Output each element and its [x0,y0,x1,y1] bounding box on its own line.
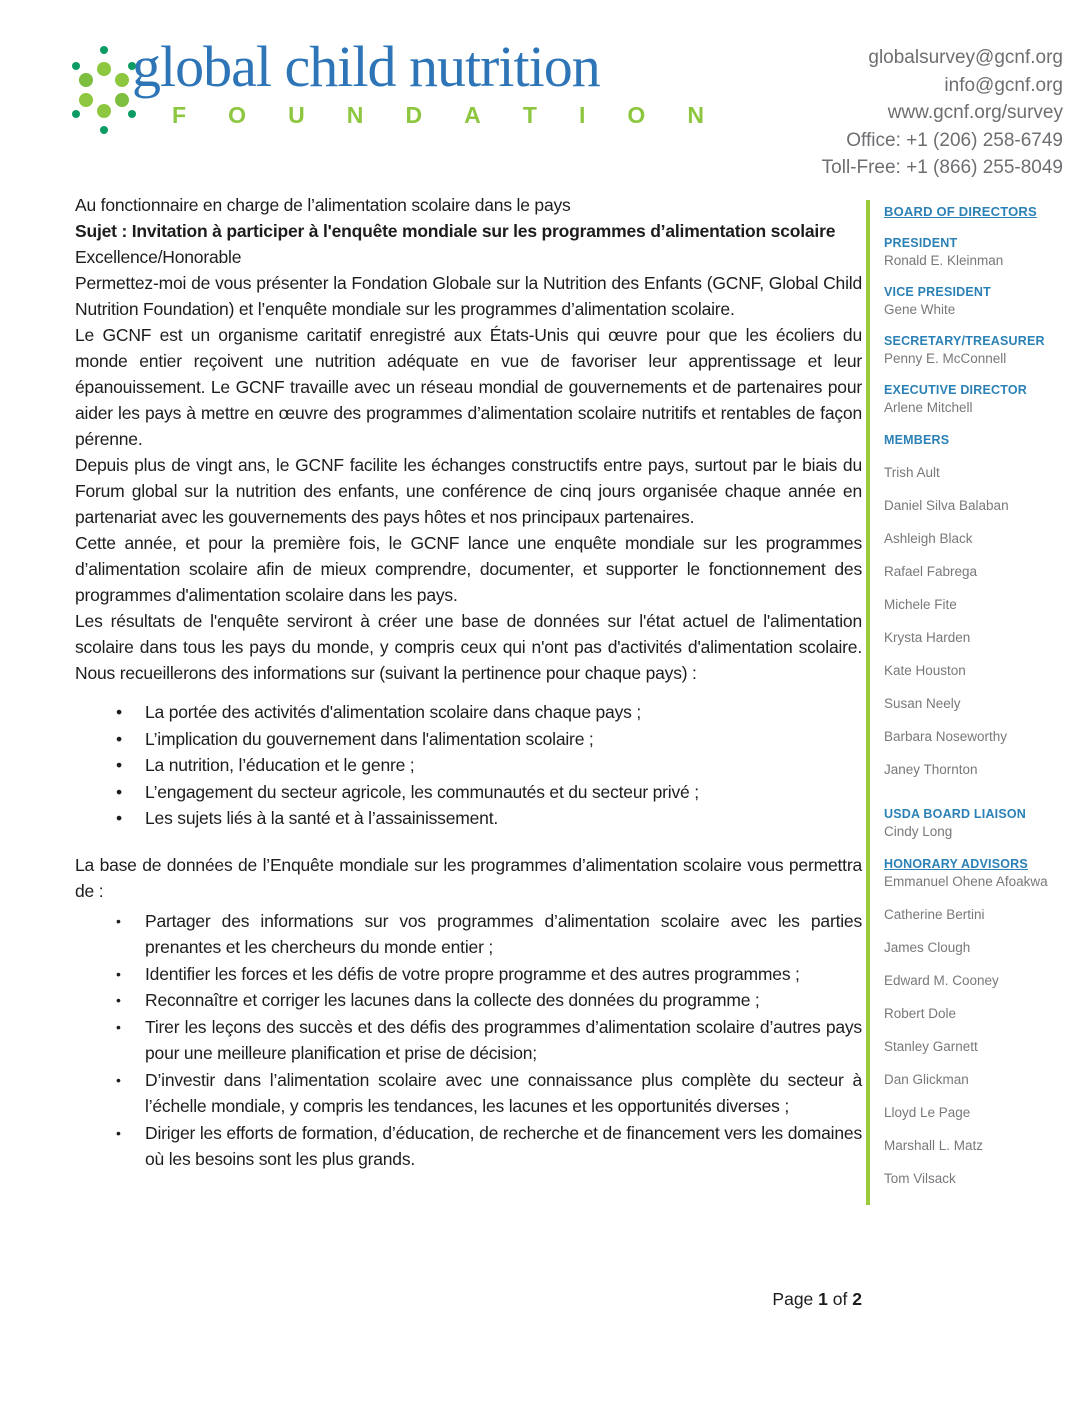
role-name: Penny E. McConnell [884,351,1007,366]
role-vice-president [884,284,1070,318]
honorary-advisor: Marshall L. Matz [884,1138,984,1153]
list-item: • Identifier les forces et les défis de votre propre programme et des autres programmes ; [75,961,862,988]
database-benefits-list [75,908,862,1173]
list-item: • Reconnaître et corriger les lacunes dans la collecte des données du programme ; [75,987,862,1014]
list-item: • D’investir dans l’alimentation scolaire avec une connaissance plus complète du secteur à l’échelle mondiale, y compris les tendances, les lacunes et les opportunités diverses ; [75,1067,862,1120]
honorary-advisor: Catherine Bertini [884,907,985,922]
database-intro: La base de données de l’Enquête mondiale sur les programmes d’alimentation scolaire vous permettra de : [75,854,862,901]
role-president [884,235,1070,269]
honorary-advisor: Edward M. Cooney [884,973,999,988]
members-title: MEMBERS [884,433,950,447]
role-name: Ronald E. Kleinman [884,253,1004,268]
board-of-directors-title: BOARD OF DIRECTORS [884,204,1037,219]
contact-office-phone: Office: +1 (206) 258-6749 [846,129,1063,151]
honorary-advisor: Lloyd Le Page [884,1105,971,1120]
list-item: • Diriger les efforts de formation, d’éducation, de recherche et de financement vers les domaines où les besoins sont les plus grands. [75,1120,862,1173]
logo-title: global child nutrition [132,34,600,99]
contact-email-survey: globalsurvey@gcnf.org [868,47,1063,68]
board-sidebar [866,200,1070,1205]
role-executive-director [884,382,1070,416]
usda-liaison-name: Cindy Long [884,824,953,839]
contact-block [822,44,1063,182]
page-current: 1 [818,1289,828,1309]
member: Janey Thornton [884,762,978,777]
honorary-advisor: Emmanuel Ohene Afoakwa [884,874,1048,889]
honorary-advisors-title: HONORARY ADVISORS [884,857,1028,871]
list-item: • L’engagement du secteur agricole, les communautés et du secteur privé ; [75,779,862,806]
contact-website: www.gcnf.org/survey [887,102,1063,123]
usda-board-liaison-title: USDA BOARD LIAISON [884,807,1027,821]
survey-topics-list [75,699,862,832]
member: Trish Ault [884,465,940,480]
list-item: • Partager des informations sur vos programmes d’alimentation scolaire avec les parties prenantes et les chercheurs du monde entier ; [75,908,862,961]
page-total: 2 [852,1289,862,1309]
paragraph: Les résultats de l'enquête serviront à créer une base de données sur l'état actuel de l'alimentation scolaire dans tous les pays du monde, y compris ceux qui n'ont pas d'activités d'alimentation scolaire. Nous recueillerons des informations sur (suivant la pertinence pour chaque pays) : [75,611,862,683]
paragraph: Le GCNF est un organisme caritatif enregistré aux États-Unis qui œuvre pour que les écoliers du monde entier reçoivent une nutrition adéquate en vue de favoriser leur apprentissage et leur épanouissement. Le GCNF travaille avec un réseau mondial de gouvernements et de partenaires pour aider les pays à mettre en œuvre des programmes d’alimentation scolaire nutritifs et rentables de façon pérenne. [75,325,862,449]
honorary-advisor: Stanley Garnett [884,1039,978,1054]
logo-subtitle [172,102,704,129]
gcnf-dots-flower-icon [72,42,136,134]
member: Barbara Noseworthy [884,729,1008,744]
role-title: VICE PRESIDENT [884,285,991,299]
contact-email-info: info@gcnf.org [944,74,1063,96]
paragraph: Depuis plus de vingt ans, le GCNF facilite les échanges constructifs entre pays, surtout par le biais du Forum global sur la nutrition des enfants, une conférence de cinq jours organisée chaque année en partenariat avec les gouvernements des pays hôtes et nos principaux partenaires. [75,455,862,527]
logo-letter: D [405,102,423,128]
logo-letter: T [522,102,537,128]
subject-line: Sujet : Invitation à participer à l'enquête mondiale sur les programmes d’alimentation scolaire [75,221,836,241]
member: Daniel Silva Balaban [884,498,1009,513]
logo-letter: O [228,102,247,128]
honorary-advisor: Tom Vilsack [884,1171,956,1186]
member: Rafael Fabrega [884,564,978,579]
gcnf-logo [72,34,704,134]
paragraph: Cette année, et pour la première fois, le GCNF lance une enquête mondiale sur les programmes d’alimentation scolaire afin de mieux comprendre, documenter, et supporter le fonctionnement des programmes d'alimentation scolaire dans les pays. [75,533,862,605]
page-number [772,1289,862,1310]
list-item: • L’implication du gouvernement dans l'alimentation scolaire ; [75,726,862,753]
list-item: • Tirer les leçons des succès et des défis des programmes d’alimentation scolaire d’autres pays pour une meilleure planification et prise de décision; [75,1014,862,1067]
honorary-advisor: Dan Glickman [884,1072,969,1087]
logo-letter: U [288,102,305,128]
letter-body [75,192,862,1173]
of-label: of [832,1289,848,1309]
member: Kate Houston [884,663,966,678]
page-label: Page [772,1289,814,1309]
list-item: • La nutrition, l’éducation et le genre ; [75,752,862,779]
honorary-advisor: James Clough [884,940,971,955]
honorary-advisor: Robert Dole [884,1006,957,1021]
recipient-line: Au fonctionnaire en charge de l’alimentation scolaire dans le pays [75,195,571,215]
logo-letter: N [687,102,704,128]
role-name: Gene White [884,302,956,317]
role-title: SECRETARY/TREASURER [884,334,1045,348]
list-item: • Les sujets liés à la santé et à l’assainissement. [75,805,862,832]
member: Krysta Harden [884,630,971,645]
logo-letter: A [464,102,481,128]
logo-letter: N [346,102,364,128]
member: Ashleigh Black [884,531,973,546]
role-secretary-treasurer [884,333,1070,367]
member: Susan Neely [884,696,961,711]
logo-letter: O [627,102,646,128]
logo-letter: F [172,102,187,128]
member: Michele Fite [884,597,957,612]
salutation: Excellence/Honorable [75,247,242,267]
role-title: EXECUTIVE DIRECTOR [884,383,1027,397]
role-title: PRESIDENT [884,236,958,250]
list-item: • La portée des activités d'alimentation scolaire dans chaque pays ; [75,699,862,726]
paragraph: Permettez-moi de vous présenter la Fondation Globale sur la Nutrition des Enfants (GCNF, Global Child Nutrition Foundation) et l’enquête mondiale sur les programmes d’alimentation scolaire. [75,273,862,319]
contact-tollfree-phone: Toll-Free: +1 (866) 255-8049 [821,157,1063,178]
role-name: Arlene Mitchell [884,400,973,415]
logo-letter: I [578,102,586,128]
